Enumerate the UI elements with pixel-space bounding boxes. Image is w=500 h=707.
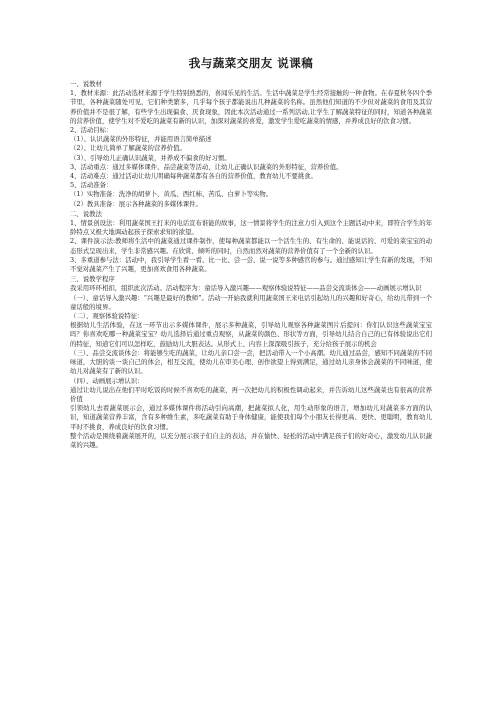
paragraph: （四）、动画展示增认识： xyxy=(70,376,144,385)
document-body xyxy=(70,80,432,450)
paragraph: 2、活动目标： xyxy=(70,126,113,135)
paragraph: 3、活动重点：通过多媒体课件、品尝蔬菜等活动，让幼儿正确认识蔬菜的外形特征，营养价值。 xyxy=(70,162,343,171)
paragraph: 我采用环环相扣，组织此次活动。活动程序为：童话导入激兴趣——观察体验说特征——品尝交流谈体会——动画展示增认识 xyxy=(70,284,422,293)
document-title: 我与蔬菜交朋友 说课稿 xyxy=(188,56,314,70)
document-page xyxy=(70,56,432,450)
paragraph: 引领幼儿去看蔬菜展示会，通过多媒体课件将活动引向高潮，把蔬菜拟人化，用生动形象的语言，增加幼儿对蔬菜多方面的认识，知道蔬菜营养丰富，含有多种维生素，多吃蔬菜有助于身体健康，能使我们每个小朋友长得更高、更快、更聪明，教育幼儿平时不挑食，养成良好的饮食习惯。 xyxy=(70,404,432,431)
paragraph: （2）、让幼儿简单了解蔬菜的营养价值。 xyxy=(70,144,186,153)
paragraph: （二）、观察体验说特征： xyxy=(70,312,144,321)
section-heading: 三、说教学程序 xyxy=(70,275,115,284)
paragraph: 5、活动准备： xyxy=(70,181,113,190)
paragraph: 通过让幼儿说出在他们平时吃饭的时候不喜欢吃的蔬菜，再一次把幼儿的积极性调动起来，并告诉幼儿这些蔬菜也有很高的营养价值 xyxy=(70,385,432,403)
paragraph: 4、活动难点：通过活动让幼儿明确每种蔬菜都有各自的营养价值，教育幼儿不要挑食。 xyxy=(70,172,317,181)
paragraph: （3）、引导幼儿正确认识蔬菜，并养成不偏食的好习惯。 xyxy=(70,153,231,162)
paragraph: （1）实物准备：洗净的胡萝卜、黄瓜、西红柿、苦瓜、白萝卜等实物。 xyxy=(70,190,273,199)
section-heading: 二、说教法 xyxy=(70,209,102,218)
section-heading: 一、说教材 xyxy=(70,80,102,88)
paragraph: （1）、认识蔬菜的外形特征，并能用语言简单描述 xyxy=(70,135,212,144)
paragraph: 1、教材来源：此活动选材来源于学生特别熟悉的，喜闻乐见的生活。生活中蔬菜是学生经常接触的一种食物。在春夏秋冬四个季节里，各种蔬菜随处可见，它们种类繁多，几乎每个孩子都能说出几种蔬菜的名称。虽然他们知道的不少但对蔬菜的食用及其营养价值并不是很了解，有些学生出现偏食、厌食现象，因此本次活动通过一系列活动,让学生了解蔬菜特征的同时，知道各种蔬菜的营养价值，使学生对不爱吃的蔬菜有新的认识，加深对蔬菜的喜爱，激发学生爱吃蔬菜的情感，并养成良好的饮食习惯。 xyxy=(70,89,432,125)
paragraph: 2、课件演示法:教师将生活中的蔬菜通过课件制作，使每种蔬菜都能以一个活生生的、有生命的、能说话的、可爱的菜宝宝的动态形式呈现出来，学生非常感兴趣。在欣赏、倾听的同时，自然而然对蔬菜的营养价值有了一个全新的认识。 xyxy=(70,237,432,255)
paragraph: （三）、品尝交流谈体会：将能够生吃的蔬菜，让幼儿亲口尝一尝，把活动带入一个小高潮。幼儿通过品尝，感知不同蔬菜的不同味道，大胆的谈一谈自己的体会，相互交流，使幼儿在审美心理、创作欲望上得到满足，通过幼儿亲身体会蔬菜的不同味道，使幼儿对蔬菜有了新的认识。 xyxy=(70,348,432,376)
paragraph: 3、多重道参与法：活动中，我引导学生看一看、比一比、尝一尝、说一说等多种感官的参与。通过感知让学生有新的发现，不知不觉对蔬菜产生了兴趣，更加喜欢食用各种蔬菜。 xyxy=(70,255,432,274)
paragraph: （2）教具准备：展示各种蔬菜的多媒体课件。 xyxy=(70,199,202,208)
paragraph: 根据幼儿生活体验，在这一环节出示多媒体课件，展示多种蔬菜，引导幼儿观察各种蔬菜图片后提问：你们认识这些蔬菜宝宝吗？你喜欢吃哪一种蔬菜宝宝？幼儿选择后通过重点观察，从蔬菜的颜色、形状等方面，引导幼儿结合自己的已有体验说出它们的特征，知道它们可以怎样吃，鼓励幼儿大胆表达。从形式上、内容上深深吸引孩子，充分给孩子展示的机会 xyxy=(70,321,432,348)
paragraph: 整个活动是围绕着蔬菜展开的，以充分展示孩子们自主的表达，并在愉快、轻松的活动中满足孩子们的好奇心，激发幼儿认识蔬菜的兴趣。 xyxy=(70,431,432,449)
paragraph: 1、情景创设法：利用蔬菜国王打来的电话宣布谁能的故事，这一情景将学生的注意力引入到这个主题活动中来，即符合学生的年龄特点又极大地调动起孩子探索求知的欲望。 xyxy=(70,219,432,237)
paragraph: （一）、童话导入激兴趣：“兴趣是最好的教师”。活动一开始我就利用蔬菜国王来电话引起幼儿的兴趣和好奇心，给幼儿带到一个童话般的境界。 xyxy=(70,293,432,311)
